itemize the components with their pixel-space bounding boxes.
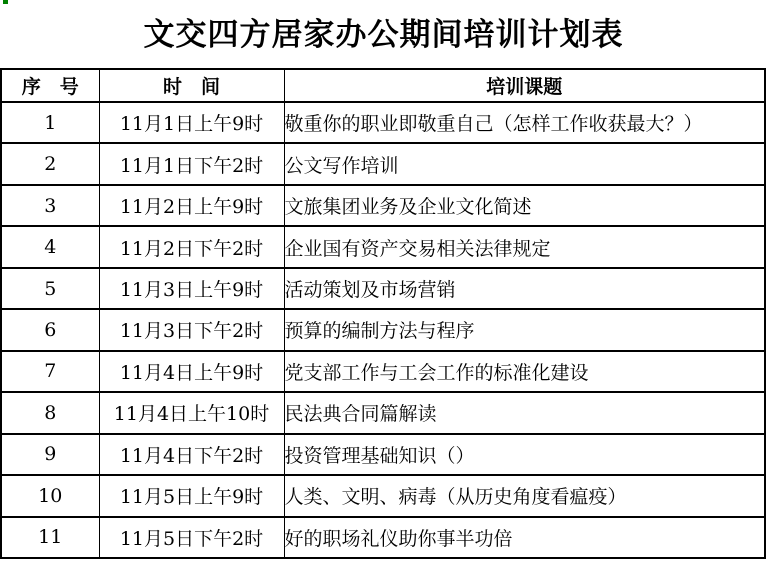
header-no: 序 号: [1, 69, 99, 102]
row-topic: 好的职场礼仪助你事半功倍: [284, 517, 765, 558]
row-no: 6: [1, 309, 99, 350]
row-time: 11月5日上午9时: [99, 475, 284, 516]
row-topic: 企业国有资产交易相关法律规定: [284, 226, 765, 267]
row-topic: 人类、文明、病毒（从历史角度看瘟疫）: [284, 475, 765, 516]
row-no: 8: [1, 392, 99, 433]
table-row: [1, 351, 765, 392]
table-row: [1, 309, 765, 350]
row-time: 11月1日上午9时: [99, 102, 284, 143]
row-no: 10: [1, 475, 99, 516]
table-row: [1, 226, 765, 267]
row-no: 11: [1, 517, 99, 558]
row-time: 11月3日上午9时: [99, 268, 284, 309]
table-row: [1, 392, 765, 433]
row-topic: 公文写作培训: [284, 143, 765, 184]
table-row: [1, 268, 765, 309]
row-time: 11月1日下午2时: [99, 143, 284, 184]
row-topic: 活动策划及市场营销: [284, 268, 765, 309]
header-topic: 培训课题: [284, 69, 765, 102]
table-row: [1, 434, 765, 475]
table-row: [1, 517, 765, 558]
table-row: [1, 102, 765, 143]
row-no: 4: [1, 226, 99, 267]
header-row: [1, 69, 765, 102]
row-topic: 敬重你的职业即敬重自己（怎样工作收获最大？）: [284, 102, 765, 143]
header-time: 时 间: [99, 69, 284, 102]
training-schedule-table: [0, 68, 766, 559]
row-no: 7: [1, 351, 99, 392]
table-row: [1, 475, 765, 516]
page-title: 文交四方居家办公期间培训计划表: [143, 17, 624, 53]
row-time: 11月2日下午2时: [99, 226, 284, 267]
row-time: 11月4日上午9时: [99, 351, 284, 392]
row-time: 11月4日上午10时: [99, 392, 284, 433]
row-time: 11月2日上午9时: [99, 185, 284, 226]
row-time: 11月3日下午2时: [99, 309, 284, 350]
row-time: 11月5日下午2时: [99, 517, 284, 558]
row-topic: 投资管理基础知识（）: [284, 434, 765, 475]
green-corner-artifact: [3, 0, 8, 4]
row-no: 3: [1, 185, 99, 226]
row-time: 11月4日下午2时: [99, 434, 284, 475]
row-topic: 党支部工作与工会工作的标准化建设: [284, 351, 765, 392]
table-row: [1, 185, 765, 226]
row-topic: 预算的编制方法与程序: [284, 309, 765, 350]
row-no: 9: [1, 434, 99, 475]
table-row: [1, 143, 765, 184]
row-topic: 文旅集团业务及企业文化简述: [284, 185, 765, 226]
row-no: 5: [1, 268, 99, 309]
row-no: 1: [1, 102, 99, 143]
row-topic: 民法典合同篇解读: [284, 392, 765, 433]
row-no: 2: [1, 143, 99, 184]
